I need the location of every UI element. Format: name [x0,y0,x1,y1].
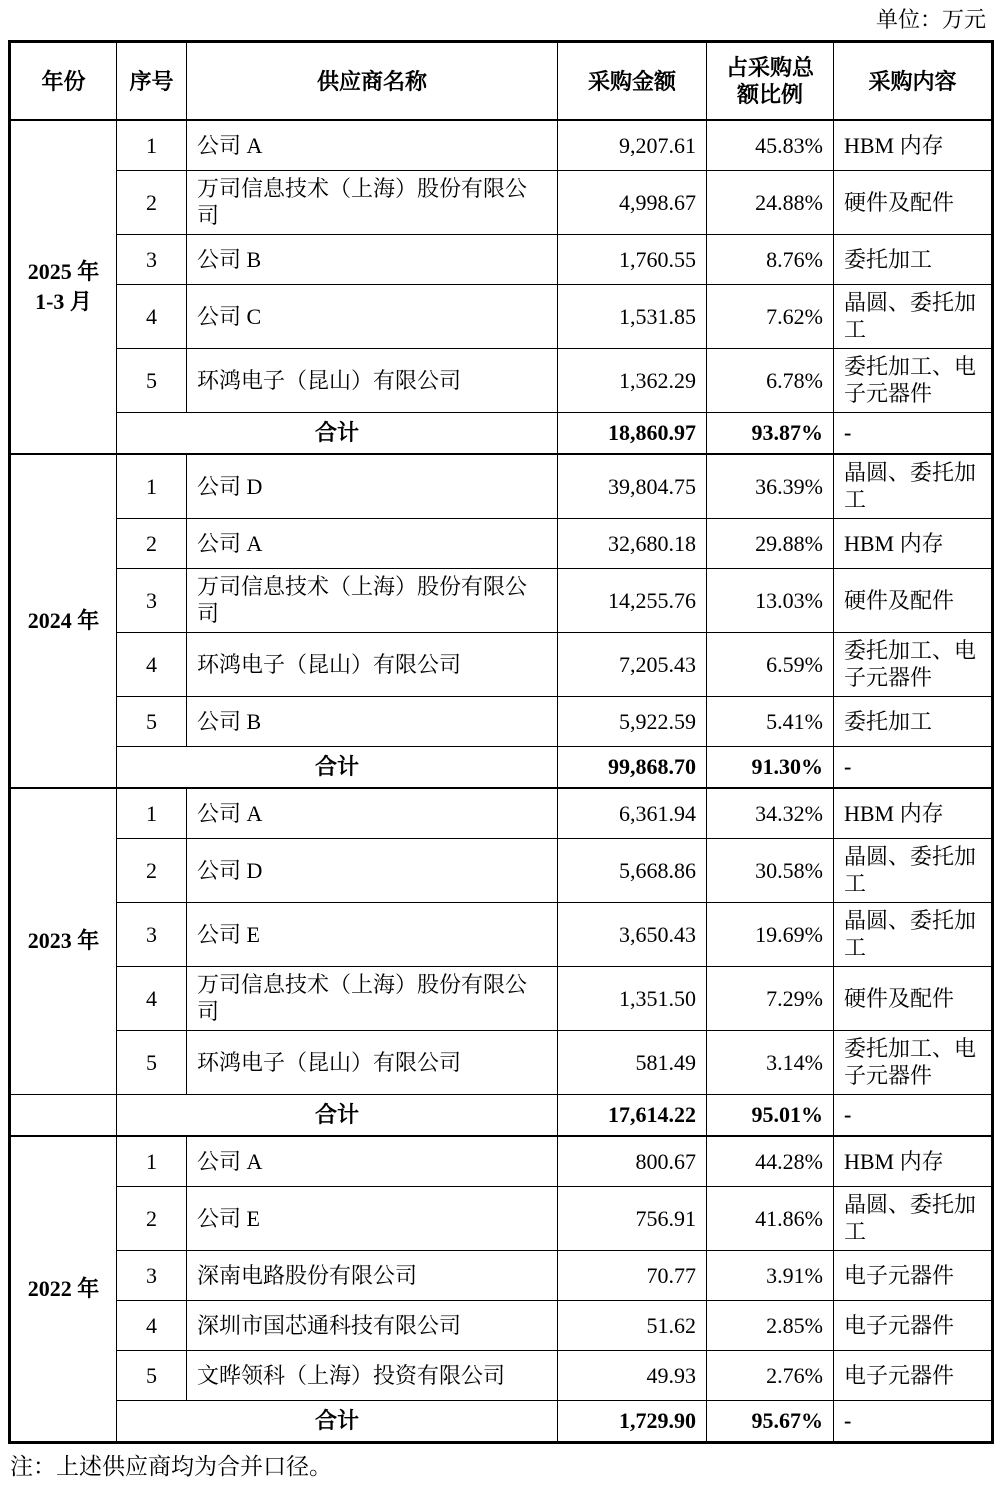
purchase-content: 委托加工、电子元器件 [834,348,993,412]
row-number: 2 [117,170,187,234]
supplier-row [10,1250,993,1300]
year-cell: 2024 年 [10,454,117,788]
purchase-percentage: 13.03% [707,568,834,632]
purchase-content: 晶圆、委托加工 [834,902,993,966]
supplier-row [10,454,993,518]
purchase-percentage: 45.83% [707,120,834,170]
purchase-amount: 800.67 [558,1136,707,1186]
header-no: 序号 [117,42,187,121]
supplier-row [10,902,993,966]
row-number: 1 [117,454,187,518]
supplier-name: 文晔领科（上海）投资有限公司 [187,1350,558,1400]
purchase-percentage: 19.69% [707,902,834,966]
supplier-name: 公司 C [187,284,558,348]
total-label: 合计 [117,1094,558,1136]
purchase-amount: 39,804.75 [558,454,707,518]
purchase-percentage: 24.88% [707,170,834,234]
total-percentage: 95.01% [707,1094,834,1136]
purchase-content: 电子元器件 [834,1300,993,1350]
supplier-name: 深南电路股份有限公司 [187,1250,558,1300]
purchase-percentage: 7.62% [707,284,834,348]
row-number: 3 [117,902,187,966]
purchase-percentage: 30.58% [707,838,834,902]
purchase-amount: 70.77 [558,1250,707,1300]
total-content-dash: - [834,1400,993,1442]
purchase-amount: 5,668.86 [558,838,707,902]
supplier-name: 公司 A [187,518,558,568]
supplier-row [10,568,993,632]
purchase-percentage: 2.85% [707,1300,834,1350]
purchase-amount: 6,361.94 [558,788,707,838]
supplier-name: 公司 D [187,838,558,902]
header-amount: 采购金额 [558,42,707,121]
row-number: 1 [117,788,187,838]
total-label: 合计 [117,1400,558,1442]
suppliers-table-body [10,120,993,1442]
purchase-amount: 49.93 [558,1350,707,1400]
total-label: 合计 [117,412,558,454]
purchase-content: 硬件及配件 [834,170,993,234]
supplier-name: 公司 A [187,788,558,838]
supplier-row [10,632,993,696]
purchase-content: 硬件及配件 [834,568,993,632]
row-number: 5 [117,696,187,746]
supplier-name: 万司信息技术（上海）股份有限公司 [187,170,558,234]
total-amount: 1,729.90 [558,1400,707,1442]
purchase-amount: 756.91 [558,1186,707,1250]
row-number: 4 [117,966,187,1030]
purchase-content: 晶圆、委托加工 [834,454,993,518]
purchase-amount: 1,760.55 [558,234,707,284]
purchase-content: 电子元器件 [834,1250,993,1300]
purchase-content: 委托加工、电子元器件 [834,1030,993,1094]
row-number: 5 [117,1350,187,1400]
purchase-amount: 1,351.50 [558,966,707,1030]
total-row [10,746,993,788]
row-number: 1 [117,1136,187,1186]
supplier-name: 公司 A [187,1136,558,1186]
row-number: 2 [117,838,187,902]
row-number: 5 [117,1030,187,1094]
supplier-row [10,1350,993,1400]
header-content: 采购内容 [834,42,993,121]
supplier-row [10,966,993,1030]
purchase-content: HBM 内存 [834,518,993,568]
supplier-name: 公司 B [187,696,558,746]
unit-label: 单位：万元 [875,7,986,32]
row-number: 3 [117,568,187,632]
supplier-name: 环鸿电子（昆山）有限公司 [187,348,558,412]
purchase-percentage: 6.59% [707,632,834,696]
supplier-row [10,788,993,838]
supplier-row [10,348,993,412]
supplier-row [10,1030,993,1094]
supplier-name: 万司信息技术（上海）股份有限公司 [187,966,558,1030]
purchase-percentage: 3.14% [707,1030,834,1094]
supplier-name: 公司 D [187,454,558,518]
year-cell: 2025 年 1-3 月 [10,120,117,454]
purchase-amount: 14,255.76 [558,568,707,632]
total-amount: 99,868.70 [558,746,707,788]
supplier-row [10,170,993,234]
row-number: 1 [117,120,187,170]
purchase-content: 晶圆、委托加工 [834,1186,993,1250]
purchase-content: 晶圆、委托加工 [834,838,993,902]
purchase-amount: 1,531.85 [558,284,707,348]
total-content-dash: - [834,746,993,788]
total-amount: 18,860.97 [558,412,707,454]
supplier-name: 公司 E [187,902,558,966]
supplier-row [10,696,993,746]
header-year: 年份 [10,42,117,121]
purchase-percentage: 2.76% [707,1350,834,1400]
row-number: 2 [117,518,187,568]
total-row [10,412,993,454]
purchase-amount: 32,680.18 [558,518,707,568]
purchase-percentage: 36.39% [707,454,834,518]
footnote: 注：上述供应商均为合并口径。 [10,1454,332,1479]
purchase-amount: 3,650.43 [558,902,707,966]
year-cell: 2022 年 [10,1136,117,1442]
purchase-percentage: 7.29% [707,966,834,1030]
purchase-percentage: 6.78% [707,348,834,412]
header-supplier: 供应商名称 [187,42,558,121]
supplier-name: 万司信息技术（上海）股份有限公司 [187,568,558,632]
purchase-amount: 4,998.67 [558,170,707,234]
purchase-amount: 5,922.59 [558,696,707,746]
row-number: 4 [117,1300,187,1350]
purchase-percentage: 29.88% [707,518,834,568]
supplier-row [10,1300,993,1350]
purchase-percentage: 8.76% [707,234,834,284]
table-header [10,42,993,121]
total-content-dash: - [834,412,993,454]
total-percentage: 95.67% [707,1400,834,1442]
purchase-content: 硬件及配件 [834,966,993,1030]
purchase-content: HBM 内存 [834,788,993,838]
purchase-amount: 1,362.29 [558,348,707,412]
total-row [10,1094,993,1136]
purchase-content: HBM 内存 [834,120,993,170]
purchase-percentage: 44.28% [707,1136,834,1186]
supplier-row [10,838,993,902]
supplier-name: 公司 B [187,234,558,284]
row-number: 4 [117,632,187,696]
row-number: 4 [117,284,187,348]
supplier-row [10,518,993,568]
total-label: 合计 [117,746,558,788]
purchase-amount: 51.62 [558,1300,707,1350]
purchase-content: HBM 内存 [834,1136,993,1186]
total-percentage: 93.87% [707,412,834,454]
supplier-row [10,234,993,284]
header-pct: 占采购总额比例 [707,42,834,121]
row-number: 5 [117,348,187,412]
row-number: 2 [117,1186,187,1250]
supplier-name: 公司 E [187,1186,558,1250]
supplier-row [10,1136,993,1186]
supplier-name: 环鸿电子（昆山）有限公司 [187,1030,558,1094]
suppliers-table [8,40,994,1444]
row-number: 3 [117,234,187,284]
supplier-name: 深圳市国芯通科技有限公司 [187,1300,558,1350]
total-percentage: 91.30% [707,746,834,788]
year-cell: 2023 年 [10,788,117,1094]
supplier-name: 环鸿电子（昆山）有限公司 [187,632,558,696]
total-row [10,1400,993,1442]
purchase-amount: 581.49 [558,1030,707,1094]
purchase-percentage: 5.41% [707,696,834,746]
total-amount: 17,614.22 [558,1094,707,1136]
purchase-percentage: 3.91% [707,1250,834,1300]
supplier-name: 公司 A [187,120,558,170]
total-content-dash: - [834,1094,993,1136]
purchase-percentage: 41.86% [707,1186,834,1250]
purchase-amount: 9,207.61 [558,120,707,170]
purchase-percentage: 34.32% [707,788,834,838]
purchase-content: 委托加工 [834,696,993,746]
row-number: 3 [117,1250,187,1300]
purchase-content: 委托加工、电子元器件 [834,632,993,696]
purchase-content: 晶圆、委托加工 [834,284,993,348]
supplier-row [10,1186,993,1250]
purchase-amount: 7,205.43 [558,632,707,696]
purchase-content: 电子元器件 [834,1350,993,1400]
supplier-row [10,120,993,170]
purchase-content: 委托加工 [834,234,993,284]
supplier-row [10,284,993,348]
year-cell-empty [10,1094,117,1136]
